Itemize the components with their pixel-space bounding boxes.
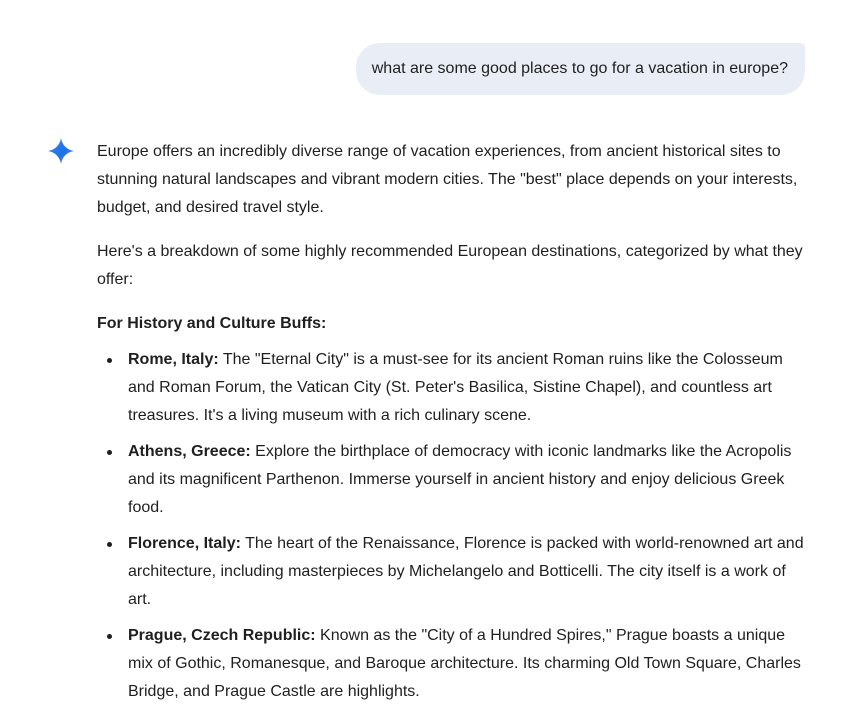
destination-description: Explore the birthplace of democracy with iconic landmarks like the Acropolis and its magnificent Parthenon. Immerse yourself in ancient history and enjoy delicious Greek food. <box>128 443 792 516</box>
destination-name: Rome, Italy: <box>128 351 219 368</box>
user-message-row <box>356 43 805 95</box>
destination-description: The heart of the Renaissance, Florence is packed with world-renowned art and architecture, including masterpieces by Michelangelo and Botticelli. The city itself is a work of art. <box>128 535 804 608</box>
breakdown-paragraph: Here's a breakdown of some highly recommended European destinations, categorized by what they offer: <box>97 243 803 288</box>
gemini-sparkle-icon <box>47 137 75 165</box>
destination-list <box>97 346 809 706</box>
list-item-rome <box>128 346 809 430</box>
destination-description: The "Eternal City" is a must-see for its ancient Roman ruins like the Colosseum and Roman Forum, the Vatican City (St. Peter's Basilica, Sistine Chapel), and countless art treasures. It's a living museum with a rich culinary scene. <box>128 351 783 424</box>
list-item-prague <box>128 622 809 706</box>
intro-paragraph: Europe offers an incredibly diverse range of vacation experiences, from ancient historical sites to stunning natural landscapes and vibrant modern cities. The "best" place depends on your interests, budget, and desired travel style. <box>97 143 798 216</box>
destination-name: Florence, Italy: <box>128 535 241 552</box>
destination-name: Athens, Greece: <box>128 443 251 460</box>
user-message-bubble: what are some good places to go for a vacation in europe? <box>356 43 805 95</box>
destination-name: Prague, Czech Republic: <box>128 627 316 644</box>
assistant-response <box>97 138 809 714</box>
destination-description: Known as the "City of a Hundred Spires," Prague boasts a unique mix of Gothic, Romanesque, and Baroque architecture. Its charming Old Town Square, Charles Bridge, and Prague Castle are highlights. <box>128 627 801 700</box>
section-heading: For History and Culture Buffs: <box>97 315 327 332</box>
list-item-florence <box>128 530 809 614</box>
list-item-athens <box>128 438 809 522</box>
